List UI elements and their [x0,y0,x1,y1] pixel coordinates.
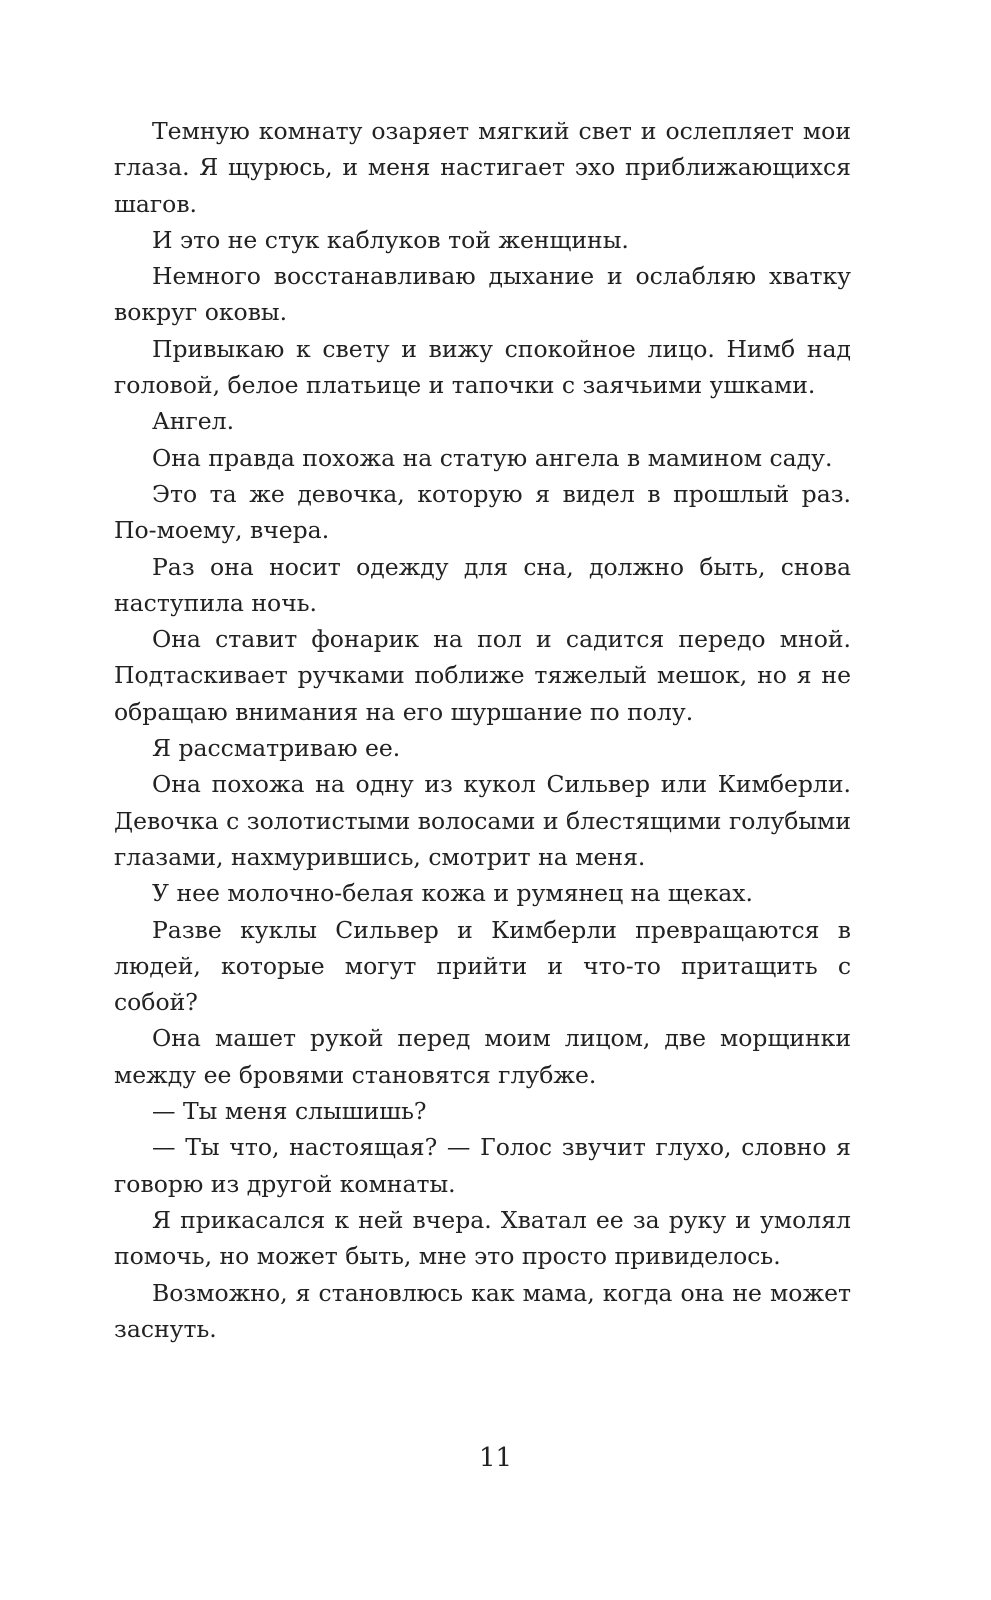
paragraph: Возможно, я становлюсь как мама, когда она не может заснуть. [114,1278,851,1343]
paragraph: Привыкаю к свету и вижу спокойное лицо. Нимб над головой, белое платьице и тапочки с заячьими ушками. [114,334,851,400]
paragraph: Темную комнату озаряет мягкий свет и ослепляет мои глаза. Я щурюсь, и меня настигает эхо приближающихся шагов. [114,117,851,218]
page-number: 11 [478,1443,513,1473]
paragraph: Она правда похожа на статую ангела в мамином саду. [152,443,833,472]
paragraph: Я прикасался к ней вчера. Хватал ее за руку и умолял помочь, но может быть, мне это просто привиделось. [114,1205,851,1271]
paragraph: Ангел. [152,407,235,436]
paragraph: Она ставит фонарик на пол и садится передо мной. Подтаскивает ручками поближе тяжелый мешок, но я не обращаю внимания на его шуршание по полу. [114,625,851,726]
dialogue-line: — Ты что, настоящая? — Голос звучит глухо, словно я говорю из другой комнаты. [114,1133,851,1198]
paragraph: Это та же девочка, которую я видел в прошлый раз. По-моему, вчера. [114,479,851,545]
paragraph: Она похожа на одну из кукол Сильвер или Кимберли. Девочка с золотистыми волосами и блестящими голубыми глазами, нахмурившись, смотрит на меня. [114,770,851,871]
paragraph: Раз она носит одежду для сна, должно быть, снова наступила ночь. [114,552,851,617]
paragraph: У нее молочно-белая кожа и румянец на щеках. [152,879,753,908]
dialogue-line: — Ты меня слышишь? [152,1097,427,1126]
paragraph: Немного восстанавливаю дыхание и ослабляю хватку вокруг оковы. [114,262,851,327]
paragraph: И это не стук каблуков той женщины. [152,225,629,254]
paragraph: Я рассматриваю ее. [152,734,401,763]
body-text [114,113,851,1347]
paragraph: Разве куклы Сильвер и Кимберли превращаются в людей, которые могут прийти и что-то притащить с собой? [114,915,851,1017]
paragraph: Она машет рукой перед моим лицом, две морщинки между ее бровями становятся глубже. [114,1024,851,1089]
